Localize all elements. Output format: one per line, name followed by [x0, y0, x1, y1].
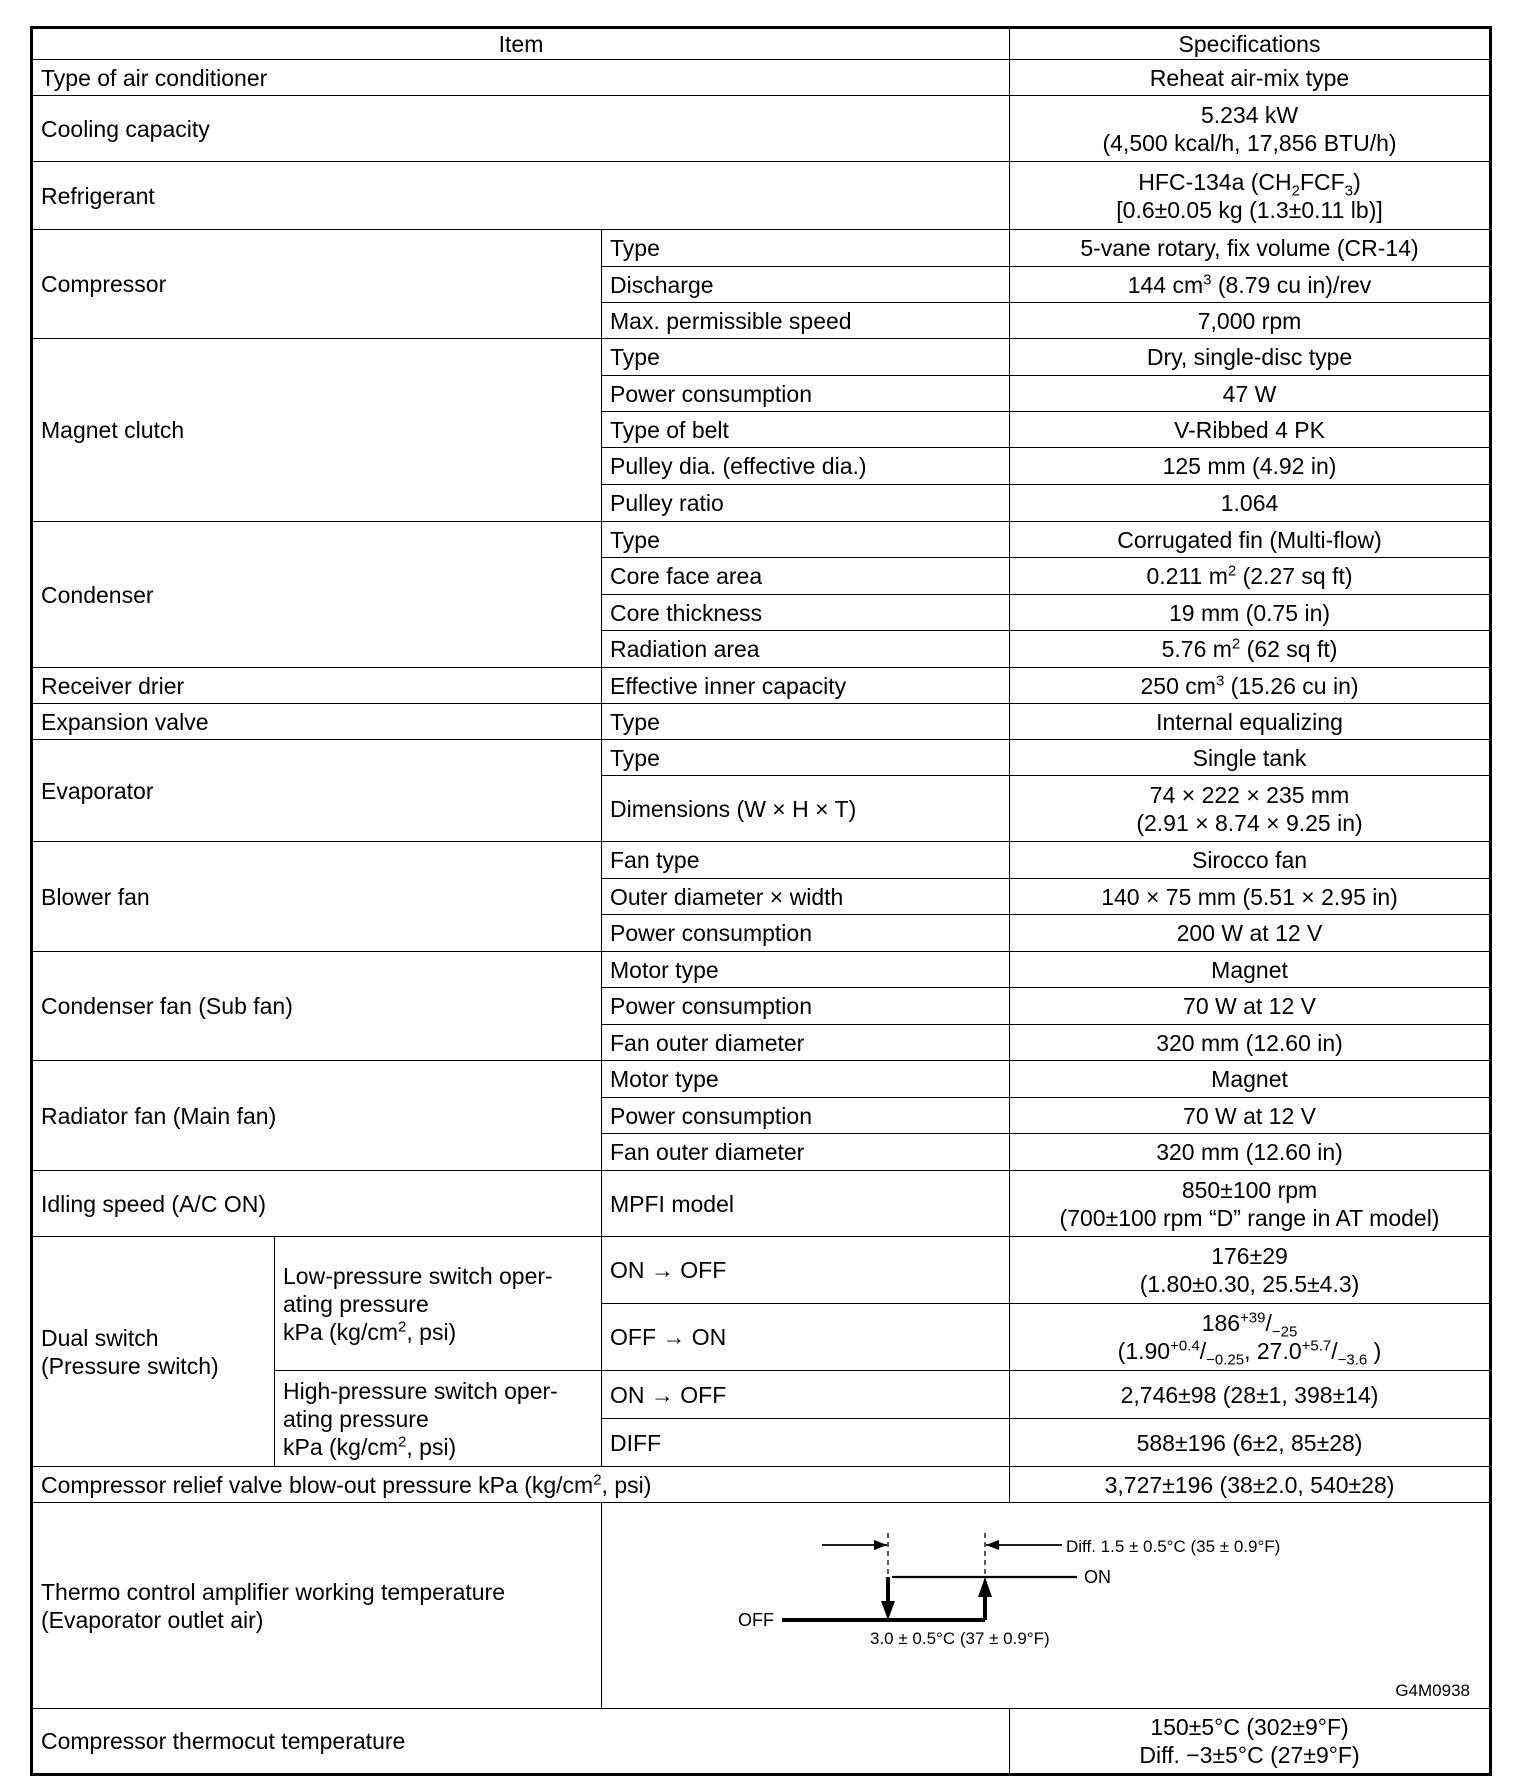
refrigerant-sub2: 2	[1291, 182, 1300, 200]
off-label: OFF	[738, 1610, 774, 1630]
diff-left-arrow-head	[874, 1540, 887, 1550]
item-idling-speed: Idling speed (A/C ON)	[32, 1171, 602, 1237]
table-row	[32, 60, 1491, 96]
label-blower-power: Power consumption	[602, 915, 1010, 952]
label-mainfan-motor: Motor type	[602, 1061, 1010, 1098]
thermocut-line1: 150±5°C (302±9°F)	[1150, 1714, 1349, 1740]
value-mainfan-power: 70 W at 12 V	[1010, 1098, 1491, 1134]
value-ac-type: Reheat air-mix type	[1010, 60, 1491, 96]
value-blower-type: Sirocco fan	[1010, 842, 1491, 879]
table-row	[32, 162, 1491, 230]
label-compressor-type: Type	[602, 230, 1010, 267]
table-row	[32, 1061, 1491, 1098]
receiver-a: 250 cm	[1140, 672, 1216, 699]
low-line2: ating pressure	[283, 1290, 429, 1317]
label-low-on-off: ON → OFF	[602, 1237, 1010, 1304]
relief-b: , psi)	[601, 1471, 652, 1498]
low-off-on-l2b: , 27.0	[1244, 1338, 1302, 1364]
low-line3b: , psi)	[406, 1318, 457, 1345]
low-off-on-l2a: (1.90	[1117, 1338, 1171, 1364]
down-arrow-head	[881, 1601, 895, 1620]
table-row	[32, 704, 1491, 740]
low-pressure-switch	[275, 1237, 602, 1371]
value-refrigerant	[1010, 162, 1491, 230]
dual-switch-line2: (Pressure switch)	[41, 1352, 219, 1379]
table-row	[32, 1503, 1491, 1709]
high-line3b: , psi)	[406, 1433, 457, 1460]
label-idling-mpfi: MPFI model	[602, 1171, 1010, 1237]
thermocut-line2: Diff. −3±5°C (27±9°F)	[1139, 1742, 1360, 1768]
high-line2: ating pressure	[283, 1405, 429, 1432]
value-thermocut	[1010, 1709, 1491, 1775]
table-row	[32, 1237, 1491, 1304]
item-relief-valve	[32, 1467, 1010, 1503]
core-area-a: 0.211 m	[1146, 563, 1228, 589]
value-mainfan-motor: Magnet	[1010, 1061, 1491, 1098]
item-magnet-clutch: Magnet clutch	[32, 339, 602, 522]
low-off-on-line1: $186^{+39}/_{-25}$	[1201, 1309, 1298, 1341]
dim-line1: 74 × 222 × 235 mm	[1149, 781, 1350, 808]
label-high-diff: DIFF	[602, 1419, 1010, 1467]
thermo-line2: (Evaporator outlet air)	[41, 1606, 264, 1633]
low-off-on-line2: ($1.90^{+0.4}/_{-0.25}$, $27.0^{+5.7}/_{-3.6}$ )	[1117, 1337, 1382, 1369]
low-off-on-l2-sup2: +5.7	[1301, 1337, 1332, 1355]
value-mainfan-diameter: 320 mm (12.60 in)	[1010, 1134, 1491, 1171]
value-subfan-power: 70 W at 12 V	[1010, 988, 1491, 1025]
label-subfan-diameter: Fan outer diameter	[602, 1025, 1010, 1061]
radiation-b: (62 sq ft)	[1240, 636, 1338, 662]
discharge-a: 144 cm	[1127, 271, 1204, 298]
value-clutch-belt: V-Ribbed 4 PK	[1010, 412, 1491, 448]
value-compressor-discharge	[1010, 267, 1491, 303]
low-on-off-line1: 176±29	[1211, 1243, 1288, 1269]
table-row	[32, 230, 1491, 267]
value-clutch-power: 47 W	[1010, 376, 1491, 412]
relief-a: Compressor relief valve blow-out pressure kPa (kg/cm	[41, 1471, 594, 1498]
low-line3a: kPa (kg/cm	[283, 1318, 399, 1345]
table-row	[32, 842, 1491, 879]
low-line1: Low-pressure switch oper-	[283, 1262, 553, 1289]
label-subfan-power: Power consumption	[602, 988, 1010, 1025]
on-label: ON	[1084, 1567, 1111, 1587]
value-evaporator-type: Single tank	[1010, 740, 1491, 776]
label-blower-type: Fan type	[602, 842, 1010, 879]
label-compressor-speed: Max. permissible speed	[602, 303, 1010, 339]
value-low-off-on	[1010, 1304, 1491, 1371]
low-off-on-l2-sup1: +0.4	[1170, 1337, 1200, 1355]
dim-line2: (2.91 × 8.74 × 9.25 in)	[1136, 809, 1363, 836]
refrigerant-line2: [0.6±0.05 kg (1.3±0.11 lb)]	[1116, 196, 1383, 223]
label-clutch-type: Type	[602, 339, 1010, 376]
label-clutch-ratio: Pulley ratio	[602, 485, 1010, 522]
core-area-sup: 2	[1227, 562, 1237, 580]
label-expansion-type: Type	[602, 704, 1010, 740]
thermo-hysteresis-diagram	[602, 1503, 1489, 1707]
label-mainfan-power: Power consumption	[602, 1098, 1010, 1134]
value-condenser-type: Corrugated fin (Multi-flow)	[1010, 522, 1491, 558]
refrigerant-line1	[1018, 168, 1481, 200]
receiver-sup: 3	[1215, 671, 1225, 689]
high-line3a: kPa (kg/cm	[283, 1433, 399, 1460]
refrigerant-close: )	[1353, 168, 1361, 195]
item-compressor: Compressor	[32, 230, 602, 339]
item-dual-switch	[32, 1237, 275, 1467]
discharge-sup: 3	[1203, 270, 1212, 288]
table-row	[32, 740, 1491, 776]
label-low-off-on: OFF → ON	[602, 1304, 1010, 1371]
value-evaporator-dimensions	[1010, 776, 1491, 842]
table-row	[32, 339, 1491, 376]
item-thermocut: Compressor thermocut temperature	[32, 1709, 1010, 1775]
low-off-on-sup: +39	[1240, 1309, 1266, 1327]
table-row	[32, 1709, 1491, 1775]
thermo-line1: Thermo control amplifier working temperature	[41, 1578, 506, 1605]
item-condenser: Condenser	[32, 522, 602, 668]
value-receiver-capacity	[1010, 668, 1491, 704]
high-pressure-switch	[275, 1371, 602, 1467]
cooling-line1: 5.234 kW	[1200, 101, 1299, 128]
label-receiver-capacity: Effective inner capacity	[602, 668, 1010, 704]
label-condenser-core-area: Core face area	[602, 558, 1010, 595]
label-clutch-power: Power consumption	[602, 376, 1010, 412]
label-condenser-thickness: Core thickness	[602, 595, 1010, 631]
header-item: Item	[32, 28, 1010, 60]
item-expansion-valve: Expansion valve	[32, 704, 602, 740]
up-arrow-head	[978, 1577, 992, 1597]
value-idling-speed	[1010, 1171, 1491, 1237]
label-blower-diameter: Outer diameter × width	[602, 879, 1010, 915]
item-cooling-capacity: Cooling capacity	[32, 96, 1010, 162]
value-blower-diameter: 140 × 75 mm (5.51 × 2.95 in)	[1010, 879, 1491, 915]
value-expansion-type: Internal equalizing	[1010, 704, 1491, 740]
low-on-off-line2: (1.80±0.30, 25.5±4.3)	[1139, 1271, 1360, 1297]
refrigerant-fcf: FCF	[1300, 168, 1345, 195]
receiver-b: (15.26 cu in)	[1224, 672, 1359, 699]
label-clutch-belt: Type of belt	[602, 412, 1010, 448]
value-clutch-pulley: 125 mm (4.92 in)	[1010, 448, 1491, 485]
item-ac-type: Type of air conditioner	[32, 60, 1010, 96]
label-evaporator-dimensions: Dimensions (W × H × T)	[602, 776, 1010, 842]
idling-line2: (700±100 rpm “D” range in AT model)	[1059, 1204, 1440, 1231]
label-condenser-radiation: Radiation area	[602, 631, 1010, 668]
low-off-on-base: 186	[1201, 1310, 1241, 1336]
cooling-line2: (4,500 kcal/h, 17,856 BTU/h)	[1102, 129, 1397, 156]
table-row	[32, 952, 1491, 988]
header-specifications: Specifications	[1010, 28, 1491, 60]
diff-right-arrow-head	[986, 1540, 999, 1550]
specifications-table	[30, 26, 1492, 1776]
value-condenser-radiation	[1010, 631, 1491, 668]
header-row	[32, 28, 1491, 60]
table-row	[32, 1171, 1491, 1237]
value-condenser-core-area	[1010, 558, 1491, 595]
item-condenser-fan: Condenser fan (Sub fan)	[32, 952, 602, 1061]
high-line1: High-pressure switch oper-	[283, 1377, 558, 1404]
figure-code: G4M0938	[1395, 1681, 1470, 1700]
value-low-on-off	[1010, 1237, 1491, 1304]
label-high-on-off: ON → OFF	[602, 1371, 1010, 1419]
low-line3	[283, 1318, 593, 1346]
item-blower-fan: Blower fan	[32, 842, 602, 952]
high-line3	[283, 1433, 593, 1461]
low-off-on-l2-sub1: −0.25	[1206, 1351, 1245, 1369]
value-high-on-off: 2,746±98 (28±1, 398±14)	[1010, 1371, 1491, 1419]
diff-label: Diff. 1.5 ± 0.5°C (35 ± 0.9°F)	[1066, 1537, 1281, 1556]
item-refrigerant: Refrigerant	[32, 162, 1010, 230]
label-clutch-pulley: Pulley dia. (effective dia.)	[602, 448, 1010, 485]
low-off-on-sub: −25	[1271, 1323, 1298, 1341]
refrigerant-hfc: HFC-134a (CH	[1138, 168, 1292, 195]
discharge-b: (8.79 cu in)/rev	[1211, 271, 1372, 298]
item-radiator-fan: Radiator fan (Main fan)	[32, 1061, 602, 1171]
low-off-on-l2-sub2: −3.6	[1337, 1351, 1368, 1369]
dual-switch-line1: Dual switch	[41, 1324, 159, 1351]
table-row	[32, 1467, 1491, 1503]
temp-label: 3.0 ± 0.5°C (37 ± 0.9°F)	[870, 1629, 1050, 1648]
label-mainfan-diameter: Fan outer diameter	[602, 1134, 1010, 1171]
refrigerant-sub3: 3	[1344, 182, 1354, 200]
thermo-diagram-cell	[602, 1503, 1491, 1709]
radiation-a: 5.76 m	[1161, 636, 1232, 662]
label-compressor-discharge: Discharge	[602, 267, 1010, 303]
label-condenser-type: Type	[602, 522, 1010, 558]
radiation-sup: 2	[1231, 635, 1241, 653]
low-line3-sup: 2	[398, 1317, 407, 1335]
core-area-b: (2.27 sq ft)	[1236, 563, 1353, 589]
table-row	[32, 668, 1491, 704]
value-relief-valve: 3,727±196 (38±2.0, 540±28)	[1010, 1467, 1491, 1503]
low-off-on-l2c: )	[1367, 1338, 1382, 1364]
value-compressor-type: 5-vane rotary, fix volume (CR-14)	[1010, 230, 1491, 267]
value-compressor-speed: 7,000 rpm	[1010, 303, 1491, 339]
item-evaporator: Evaporator	[32, 740, 602, 842]
value-subfan-motor: Magnet	[1010, 952, 1491, 988]
value-cooling-capacity	[1010, 96, 1491, 162]
table-row	[32, 522, 1491, 558]
item-receiver-drier: Receiver drier	[32, 668, 602, 704]
label-subfan-motor: Motor type	[602, 952, 1010, 988]
value-condenser-thickness: 19 mm (0.75 in)	[1010, 595, 1491, 631]
value-blower-power: 200 W at 12 V	[1010, 915, 1491, 952]
value-subfan-diameter: 320 mm (12.60 in)	[1010, 1025, 1491, 1061]
label-evaporator-type: Type	[602, 740, 1010, 776]
table-row	[32, 96, 1491, 162]
value-high-diff: 588±196 (6±2, 85±28)	[1010, 1419, 1491, 1467]
item-thermo-control	[32, 1503, 602, 1709]
idling-line1: 850±100 rpm	[1181, 1176, 1318, 1203]
value-clutch-type: Dry, single-disc type	[1010, 339, 1491, 376]
relief-sup: 2	[593, 1470, 602, 1488]
value-clutch-ratio: 1.064	[1010, 485, 1491, 522]
high-line3-sup: 2	[398, 1432, 407, 1450]
